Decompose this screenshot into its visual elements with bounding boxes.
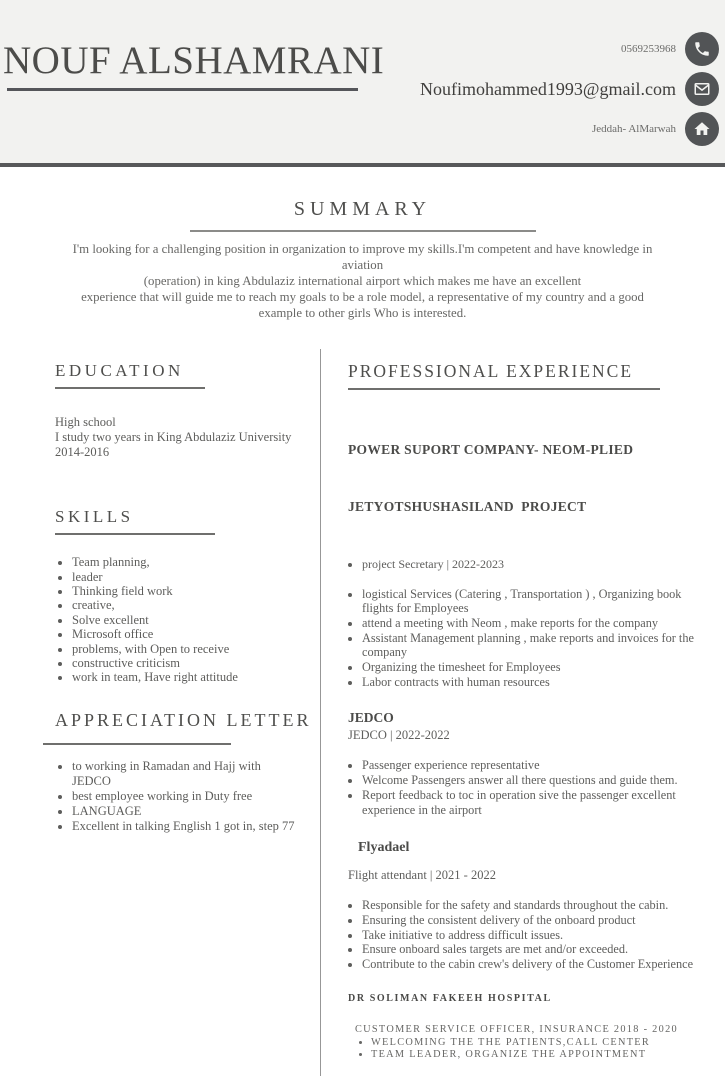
education-line: 2014-2016 bbox=[55, 444, 110, 459]
job-bullet-list bbox=[348, 758, 703, 817]
job-role: • project Secretary | 2022-2023 bbox=[362, 557, 703, 572]
job-bullet: • Organizing the timesheet for Employees bbox=[362, 660, 703, 675]
header bbox=[0, 0, 725, 167]
columns bbox=[0, 349, 725, 1076]
job-role: Flight attendant | 2021 - 2022 bbox=[348, 868, 496, 883]
education-underline bbox=[55, 387, 205, 389]
job-bullet-list bbox=[348, 587, 703, 690]
person-name: NOUF ALSHAMRANI bbox=[3, 39, 385, 82]
phone-row bbox=[621, 32, 719, 66]
appreciation-underline bbox=[43, 743, 231, 745]
appreciation-item: • to working in Ramadan and Hajj with JEDCO bbox=[72, 759, 302, 789]
job-bullet: • logistical Services (Catering , Transportation ) , Organizing book flights for Employees bbox=[362, 587, 703, 616]
experience-underline bbox=[348, 388, 660, 390]
job-bullet: • attend a meeting with Neom , make reports for the company bbox=[362, 616, 703, 631]
job-company-line: JETYOTSHUSHASILAND PROJECT bbox=[348, 498, 587, 514]
job-role: CUSTOMER SERVICE OFFICER, INSURANCE 2018 - 2020 bbox=[355, 1023, 678, 1035]
right-column bbox=[320, 349, 725, 1076]
skills-title: SKILLS bbox=[55, 507, 134, 527]
skill-item: • Solve excellent bbox=[72, 613, 302, 627]
summary-line: (operation) in king Abdulaziz international airport which makes me have an excellent bbox=[143, 273, 582, 288]
home-icon bbox=[685, 112, 719, 146]
job-bullet: • Ensure onboard sales targets are met and/or exceeded. bbox=[362, 942, 703, 957]
summary-line: example to other girls Who is interested. bbox=[258, 305, 467, 320]
phone-number: 0569253968 bbox=[621, 43, 676, 55]
email-row bbox=[420, 72, 719, 106]
job-bullet: • Take initiative to address difficult issues. bbox=[362, 928, 703, 943]
job-bullet: • TEAM LEADER, ORGANIZE THE APPOINTMENT bbox=[371, 1049, 703, 1061]
job-bullet: • Contribute to the cabin crew's delivery of the Customer Experience bbox=[362, 957, 703, 972]
job-bullet: • Passenger experience representative bbox=[362, 758, 703, 773]
job-bullet: • Report feedback to toc in operation sive the passenger excellent experience in the airport bbox=[362, 788, 703, 817]
job-company bbox=[348, 402, 703, 554]
appreciation-item: • LANGUAGE bbox=[72, 804, 302, 819]
education-line: High school bbox=[55, 414, 116, 429]
job-bullet: • Responsible for the safety and standards throughout the cabin. bbox=[362, 898, 703, 913]
job-bullet-list bbox=[348, 1037, 703, 1061]
skill-item: • leader bbox=[72, 570, 302, 584]
education-title: EDUCATION bbox=[55, 360, 184, 380]
job-jedco bbox=[348, 710, 703, 817]
job-bullet: • Welcome Passengers answer all there questions and guide them. bbox=[362, 773, 703, 788]
skill-item: • Microsoft office bbox=[72, 627, 302, 641]
job-flyadael bbox=[348, 840, 703, 972]
skill-item: • Team planning, bbox=[72, 555, 302, 569]
skill-item: • problems, with Open to receive bbox=[72, 642, 302, 656]
summary-line: aviation bbox=[341, 257, 384, 272]
summary-title: SUMMARY bbox=[293, 198, 432, 220]
location-row bbox=[592, 112, 719, 146]
summary-section bbox=[0, 198, 725, 322]
skills-section bbox=[55, 507, 302, 685]
mail-icon bbox=[685, 72, 719, 106]
summary-underline bbox=[190, 230, 536, 232]
skills-list bbox=[55, 555, 302, 685]
job-role-list bbox=[348, 557, 703, 572]
job-bullet: • Ensuring the consistent delivery of the onboard product bbox=[362, 913, 703, 928]
job-role: JEDCO | 2022-2022 bbox=[348, 728, 450, 743]
appreciation-title: APPRECIATION LETTER bbox=[55, 709, 312, 730]
job-hospital bbox=[348, 993, 703, 1061]
job-bullet: • Labor contracts with human resources bbox=[362, 675, 703, 690]
job-company-line: POWER SUPORT COMPANY- NEOM-PLIED bbox=[348, 441, 634, 457]
appreciation-list bbox=[55, 759, 302, 834]
experience-title: PROFESSIONAL EXPERIENCE bbox=[348, 360, 634, 381]
location-text: Jeddah- AlMarwah bbox=[591, 123, 676, 135]
appreciation-item: • Excellent in talking English 1 got in, step 77 bbox=[72, 819, 302, 834]
email-address: Noufimohammed1993@gmail.com bbox=[419, 78, 676, 99]
education-body bbox=[55, 415, 302, 461]
summary-paragraph bbox=[35, 242, 690, 322]
appreciation-section bbox=[55, 709, 312, 834]
job-company: Flyadael bbox=[358, 840, 410, 856]
education-section bbox=[55, 361, 302, 461]
contact-block bbox=[420, 32, 719, 146]
summary-line: I'm looking for a challenging position in organization to improve my skills.I'm competent and have knowledge in bbox=[72, 242, 653, 256]
skill-item: • constructive criticism bbox=[72, 656, 302, 670]
job-bullet: • Assistant Management planning , make reports and invoices for the company bbox=[362, 631, 703, 660]
job-bullet: • WELCOMING THE THE PATIENTS,CALL CENTER bbox=[371, 1037, 703, 1049]
skill-item: • work in team, Have right attitude bbox=[72, 670, 302, 684]
left-column bbox=[0, 349, 320, 1076]
skills-underline bbox=[55, 533, 215, 535]
education-line: I study two years in King Abdulaziz University bbox=[55, 429, 292, 444]
job-company: JEDCO bbox=[348, 710, 394, 726]
skill-item: • creative, bbox=[72, 598, 302, 612]
summary-line: experience that will guide me to reach my goals to be a role model, a representative of my country and a good bbox=[81, 289, 644, 304]
appreciation-item: • best employee working in Duty free bbox=[72, 789, 302, 804]
skill-item: • Thinking field work bbox=[72, 584, 302, 598]
phone-icon bbox=[685, 32, 719, 66]
name-underline bbox=[7, 88, 358, 91]
job-bullet-list bbox=[348, 898, 703, 972]
job-company: DR SOLIMAN FAKEEH HOSPITAL bbox=[348, 992, 552, 1004]
job-power-support bbox=[348, 402, 703, 690]
